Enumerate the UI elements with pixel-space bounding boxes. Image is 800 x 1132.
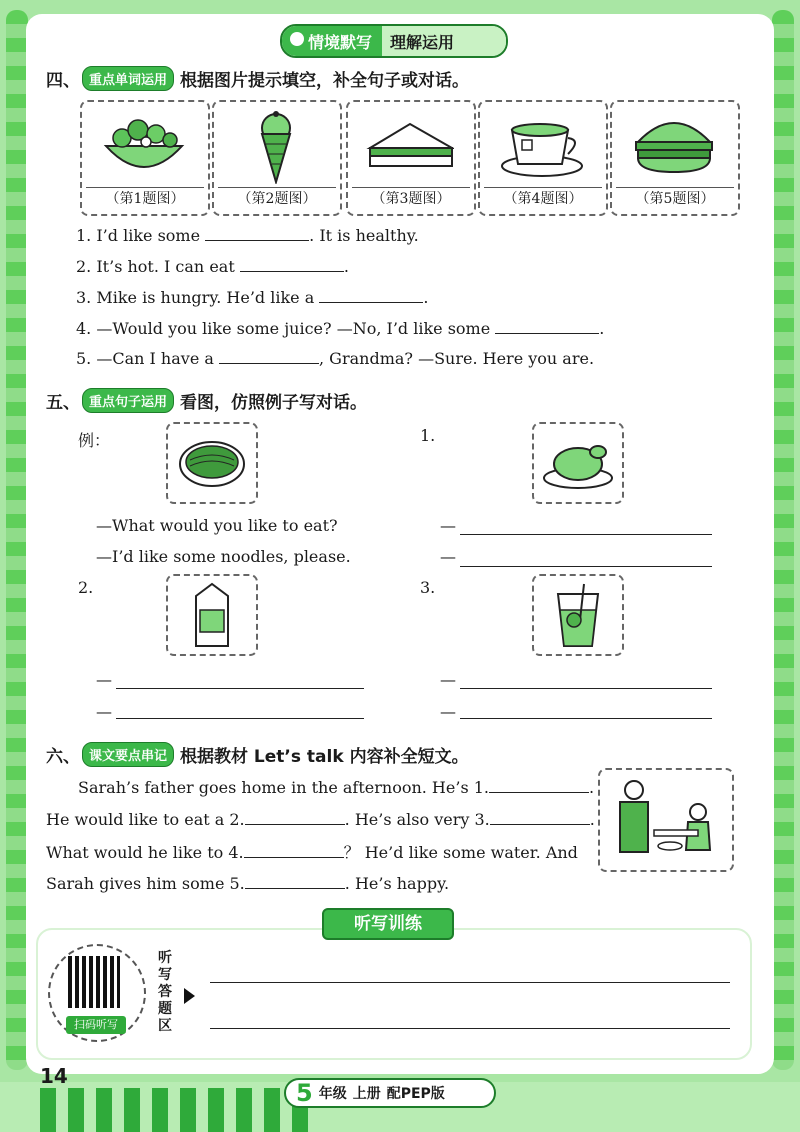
answer-line-1b[interactable] <box>460 566 712 567</box>
dictation-title: 听写训练 <box>322 908 454 940</box>
question-5 <box>76 347 594 368</box>
passage-1-pre: Sarah’s father goes home in the afternoon. He’s 1. <box>78 778 489 797</box>
family-picture-box <box>598 768 734 872</box>
section6-number: 六、 <box>46 747 80 767</box>
example-question: —What would you like to eat? <box>96 516 338 535</box>
item-3-label: 3. <box>420 578 436 597</box>
passage-3-post: ？ He’d like some water. And <box>343 843 578 862</box>
passage-2-mid: . He’s also very 3. <box>344 810 490 829</box>
question-4 <box>76 317 604 338</box>
passage-line-1 <box>78 776 594 797</box>
dash-3a: — <box>440 670 456 689</box>
answer-blank-1[interactable] <box>205 224 309 241</box>
question-1 <box>76 224 419 245</box>
section6-tag: 课文要点串记 <box>82 742 174 767</box>
qr-label: 扫码听写 <box>66 1016 126 1034</box>
frame-wave-left <box>6 10 28 1070</box>
picture-box-5 <box>610 100 740 216</box>
section4-number: 四、 <box>46 71 80 91</box>
question-1-pre: 1. I’d like some <box>76 226 201 245</box>
item-2-label: 2. <box>78 578 94 597</box>
passage-4-pre: Sarah gives him some 5. <box>46 874 245 893</box>
question-2-pre: 2. It’s hot. I can eat <box>76 257 235 276</box>
passage-blank-1[interactable] <box>489 776 589 793</box>
picture-box-1 <box>80 100 210 216</box>
example-answer: —I’d like some noodles, please. <box>96 547 351 566</box>
passage-2-post: . <box>589 810 595 829</box>
dash-1a: — <box>440 516 456 535</box>
edition-text: 配PEP版 <box>386 1086 445 1102</box>
answer-line-2b[interactable] <box>116 718 364 719</box>
answer-blank-4[interactable] <box>495 317 599 334</box>
caption-5: （第5题图） <box>616 187 734 210</box>
section6-title <box>46 742 469 767</box>
grade-badge <box>284 1078 496 1108</box>
decor-bars <box>40 1088 308 1132</box>
picture-box-4 <box>478 100 608 216</box>
answer-line-3b[interactable] <box>460 718 712 719</box>
ice-cream-icon <box>232 108 320 184</box>
salad-icon <box>100 108 188 184</box>
section4-tag: 重点单词运用 <box>82 66 174 91</box>
caption-1: （第1题图） <box>86 187 204 210</box>
hamburger-icon <box>630 108 718 184</box>
page-number: 14 <box>40 1064 68 1088</box>
section5-number: 五、 <box>46 393 80 413</box>
section-banner <box>280 24 508 58</box>
passage-blank-5[interactable] <box>245 872 345 889</box>
passage-line-2 <box>46 808 595 829</box>
grade-text: 年级 <box>318 1086 347 1102</box>
dash-1b: — <box>440 547 456 566</box>
sandwich-icon <box>366 108 454 184</box>
passage-blank-3[interactable] <box>490 808 590 825</box>
section6-instruction: 根据教材 Let’s talk 内容补全短文。 <box>180 747 469 767</box>
tea-icon <box>498 108 586 184</box>
arrow-right-icon <box>184 988 195 1004</box>
banner-left <box>282 26 382 56</box>
question-5-post: , Grandma? —Sure. Here you are. <box>319 349 595 368</box>
milk-carton-icon <box>174 580 250 650</box>
father-daughter-icon <box>604 772 728 866</box>
section4-instruction: 根据图片提示填空，补全句子或对话。 <box>180 71 470 91</box>
dash-2b: — <box>96 702 112 721</box>
dictation-line-2[interactable] <box>210 1028 730 1029</box>
passage-line-4 <box>46 872 449 893</box>
answer-line-3a[interactable] <box>460 688 712 689</box>
roast-chicken-icon <box>540 428 616 498</box>
banner-right-text: 理解运用 <box>382 26 506 56</box>
passage-4-post: . He’s happy. <box>344 874 450 893</box>
question-3 <box>76 286 428 307</box>
term-text: 上册 <box>352 1086 381 1102</box>
passage-2-pre: He would like to eat a 2. <box>46 810 245 829</box>
chicken-box <box>532 422 624 504</box>
question-3-pre: 3. Mike is hungry. He’d like a <box>76 288 315 307</box>
passage-blank-4[interactable] <box>244 841 344 858</box>
dash-2a: — <box>96 670 112 689</box>
qr-code-icon[interactable] <box>68 956 120 1008</box>
frame-wave-right <box>772 10 794 1070</box>
answer-line-2a[interactable] <box>116 688 364 689</box>
picture-box-2 <box>212 100 342 216</box>
section4-title <box>46 66 469 91</box>
passage-3-pre: What would he like to 4. <box>46 843 244 862</box>
question-2 <box>76 255 349 276</box>
question-5-pre: 5. —Can I have a <box>76 349 214 368</box>
noodles-icon <box>174 428 250 498</box>
medal-icon <box>290 32 304 46</box>
passage-blank-2[interactable] <box>245 808 345 825</box>
answer-blank-2[interactable] <box>240 255 344 272</box>
picture-box-3 <box>346 100 476 216</box>
banner-left-text: 情境默写 <box>308 33 373 52</box>
dash-3b: — <box>440 702 456 721</box>
caption-4: （第4题图） <box>484 187 602 210</box>
milk-box <box>166 574 258 656</box>
question-3-post: . <box>423 288 429 307</box>
caption-2: （第2题图） <box>218 187 336 210</box>
question-2-post: . <box>343 257 349 276</box>
answer-blank-5[interactable] <box>219 347 319 364</box>
example-label: 例： <box>78 431 111 450</box>
answer-blank-3[interactable] <box>319 286 423 303</box>
juice-glass-icon <box>540 580 616 650</box>
section5-instruction: 看图，仿照例子写对话。 <box>180 393 368 413</box>
passage-1-post: . <box>589 778 595 797</box>
dictation-line-1[interactable] <box>210 982 730 983</box>
section5-title <box>46 388 367 413</box>
noodles-box <box>166 422 258 504</box>
passage-line-3 <box>46 840 578 863</box>
dictation-side-label: 听写答题区 <box>158 950 172 1034</box>
item-1-label: 1. <box>420 426 436 445</box>
question-4-post: . <box>599 319 605 338</box>
juice-box <box>532 574 624 656</box>
grade-number: 5 <box>296 1079 313 1107</box>
caption-3: （第3题图） <box>352 187 470 210</box>
answer-line-1a[interactable] <box>460 534 712 535</box>
question-4-pre: 4. —Would you like some juice? —No, I’d like some <box>76 319 491 338</box>
question-1-post: . It is healthy. <box>309 226 419 245</box>
section5-tag: 重点句子运用 <box>82 388 174 413</box>
